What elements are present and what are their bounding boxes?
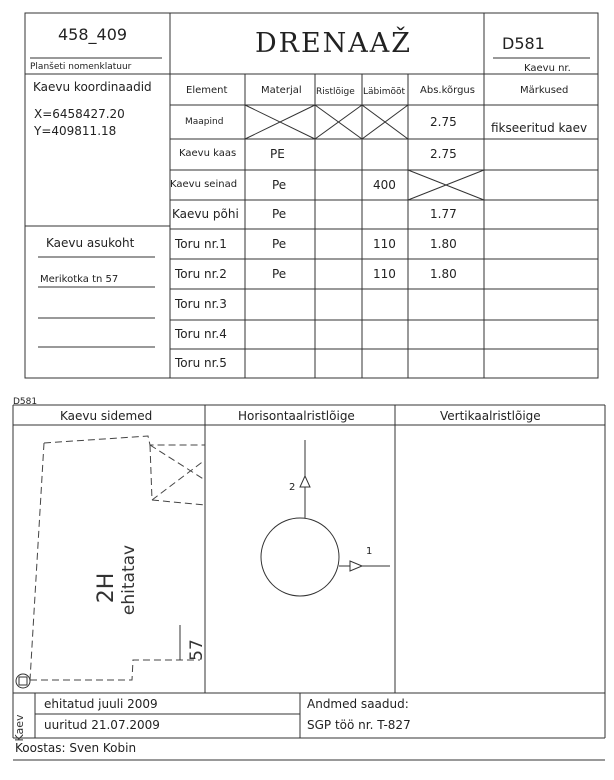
section-horizontal: Horisontaalristlõige	[238, 409, 355, 423]
data-from: Andmed saadud:	[307, 697, 409, 711]
row-element: Toru nr.2	[175, 267, 227, 281]
row-element: Toru nr.4	[175, 327, 227, 341]
sheet-caption: Planšeti nomenklatuur	[30, 62, 132, 72]
building-label: 2H	[94, 572, 119, 604]
coordinate-x: X=6458427.20	[34, 107, 125, 121]
well-number-caption: Kaevu nr.	[524, 63, 571, 74]
section-links: Kaevu sidemed	[60, 409, 153, 423]
row-element: Kaevu seinad	[170, 179, 238, 190]
sheet-code: 458_409	[58, 25, 128, 44]
dimension-57: 57	[187, 639, 207, 661]
surveyed-date: uuritud 21.07.2009	[44, 718, 160, 732]
row-diameter: 110	[373, 267, 396, 281]
coordinates-heading: Kaevu koordinaadid	[33, 80, 152, 94]
row-element: Kaevu kaas	[179, 148, 237, 159]
built-date: ehitatud juuli 2009	[44, 697, 158, 711]
section-vertical: Vertikaalristlõige	[440, 409, 541, 423]
row-diameter: 110	[373, 237, 396, 251]
page-title: DRENAAŽ	[255, 28, 413, 59]
row-material: Pe	[272, 237, 287, 251]
row-elevation: 1.77	[430, 207, 457, 221]
row-element: Kaevu põhi	[172, 207, 239, 221]
col-diameter: Läbimõõt	[363, 87, 406, 97]
row-element: Toru nr.3	[175, 297, 227, 311]
well-number: D581	[502, 34, 545, 53]
row-element: Maapind	[185, 117, 224, 127]
col-notes: Märkused	[520, 85, 569, 96]
side-label: Kaev	[13, 714, 26, 742]
row-material: Pe	[272, 207, 287, 221]
compiler: Koostas: Sven Kobin	[15, 741, 137, 755]
col-element: Element	[186, 85, 228, 96]
pipe-2-label: 2	[289, 482, 296, 493]
row-elevation: 1.80	[430, 267, 457, 281]
col-crosssection: Ristlõige	[316, 87, 355, 97]
row-material: Pe	[272, 178, 287, 192]
row-element: Toru nr.5	[175, 356, 227, 370]
lower-code: D581	[13, 397, 38, 407]
row-notes: fikseeritud kaev	[491, 121, 588, 135]
row-diameter: 400	[373, 178, 396, 192]
row-elevation: 2.75	[430, 115, 457, 129]
location-heading: Kaevu asukoht	[46, 236, 135, 250]
row-material: Pe	[272, 267, 287, 281]
row-material: PE	[270, 147, 285, 161]
row-element: Toru nr.1	[175, 237, 227, 251]
coordinate-y: Y=409811.18	[34, 124, 117, 138]
col-elevation: Abs.kõrgus	[420, 85, 475, 96]
col-material: Materjal	[261, 85, 302, 96]
row-elevation: 2.75	[430, 147, 457, 161]
pipe-1-label: 1	[366, 546, 373, 557]
building-sublabel: ehitatav	[119, 544, 139, 616]
row-elevation: 1.80	[430, 237, 457, 251]
location-address: Merikotka tn 57	[40, 274, 119, 285]
data-source: SGP töö nr. T-827	[307, 718, 411, 732]
